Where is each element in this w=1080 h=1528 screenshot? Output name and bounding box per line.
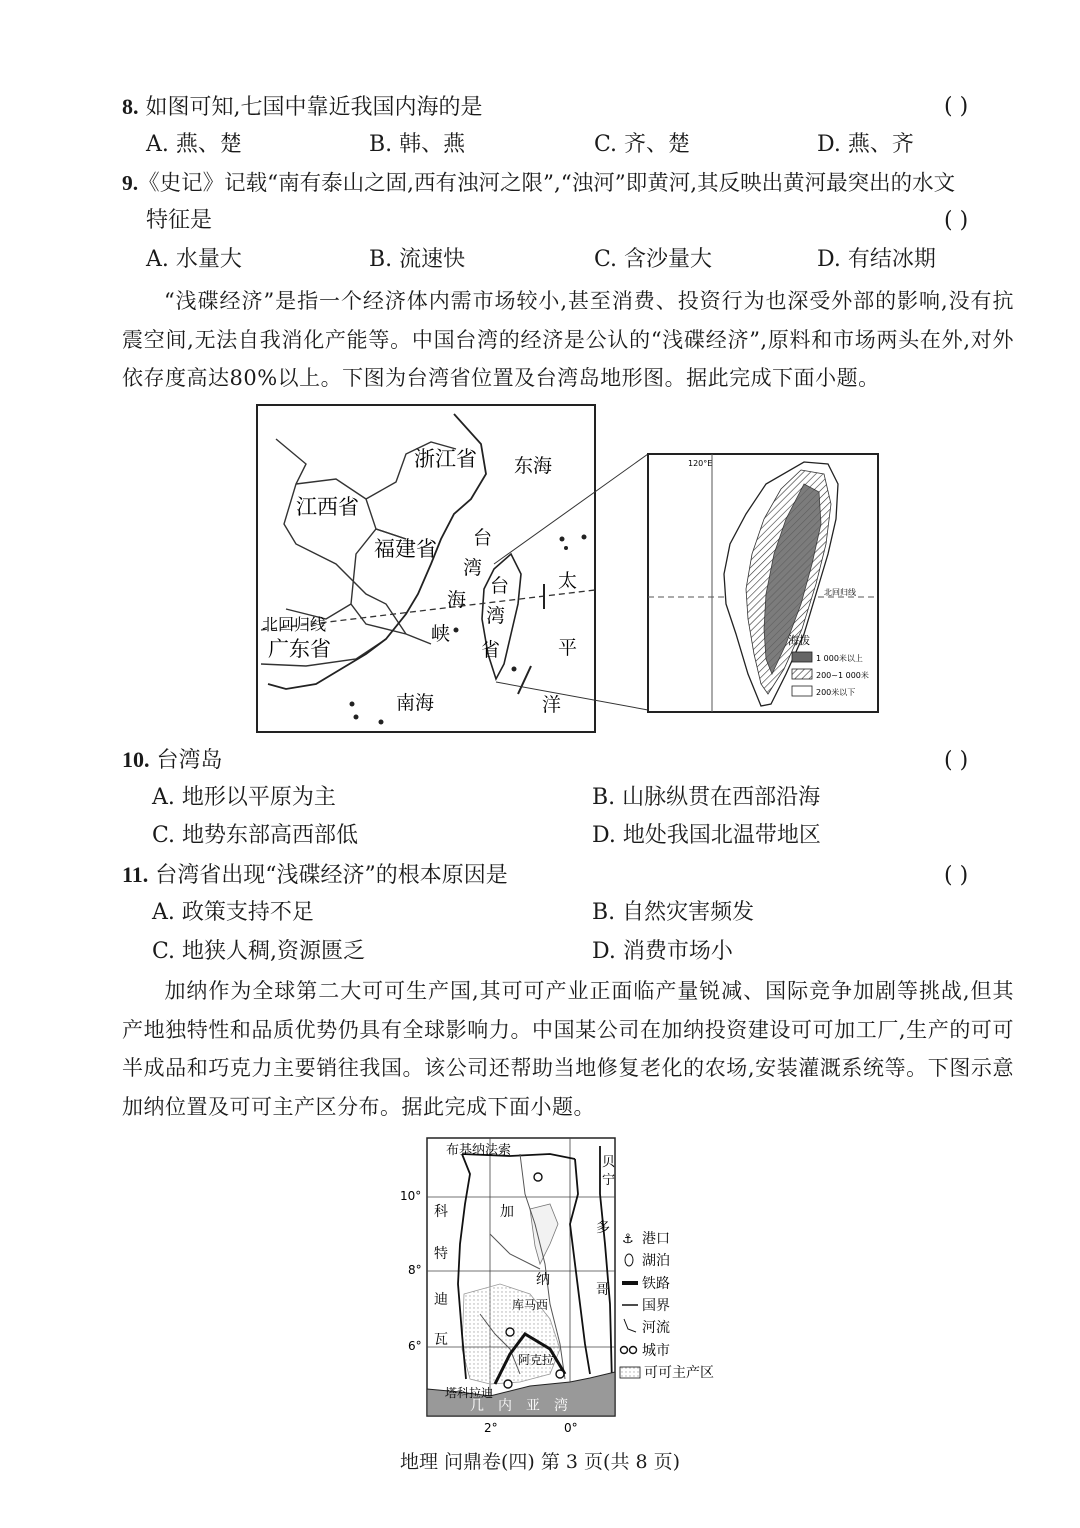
svg-text:可可主产区: 可可主产区 [644,1365,714,1381]
label-gulf: 几内亚湾 [470,1398,582,1414]
svg-text:10°: 10° [400,1189,422,1203]
svg-text:洋: 洋 [542,694,562,716]
svg-text:0°: 0° [564,1421,578,1435]
svg-text:1 000米以上: 1 000米以上 [816,654,863,663]
label-kumasi: 库马西 [512,1298,549,1312]
label-tropic: 北回归线 [262,615,327,634]
passage-1 [122,282,1014,398]
q11-answer-paren[interactable]: ( ) [944,863,969,888]
q9-option-c[interactable]: C. 含沙量大 [594,247,713,272]
cocoa-region-icon [620,1367,640,1378]
lat-labels [400,1189,422,1353]
q10-stem [122,745,223,776]
passage-2-text: 加纳作为全球第二大可可生产国,其可可产业正面临产量锐减、国际竞争加剧等挑战,但其产地独特性和品质优势仍具有全球影响力。中国某公司在加纳投资建设可可加工厂,生产的可可半成品和巧克力主要销往我国。该公司还帮助当地修复老化的农场,安装灌溉系统等。下图示意加纳位置及可可主产区分布。据此完成下面小题。 [122,979,1014,1119]
svg-text:铁路: 铁路 [642,1276,670,1292]
q10-answer-paren[interactable]: ( ) [944,748,969,773]
svg-text:台: 台 [473,527,493,549]
map2-legend [620,1231,714,1381]
svg-text:多: 多 [596,1220,610,1236]
q10-option-b[interactable]: B. 山脉纵贯在西部沿海 [592,785,821,810]
q9-stem [122,168,955,199]
passage-1-text: “浅碟经济”是指一个经济体内需市场较小,甚至消费、投资行为也深受外部的影响,没有抗震空间,无法自我消化产能等。中国台湾的经济是公认的“浅碟经济”,原料和市场两头在外,对外依存度高达80%以上。下图为台湾省位置及台湾岛地形图。据此完成下面小题。 [122,289,1014,390]
svg-text:湾: 湾 [463,557,483,579]
svg-text:平: 平 [558,637,578,659]
label-burkina: 布基纳法索 [446,1143,512,1158]
label-jiangxi: 江西省 [296,495,359,519]
city-icon [621,1347,628,1354]
lon-labels [484,1421,578,1435]
q11-option-a[interactable]: A. 政策支持不足 [152,900,314,925]
svg-text:国界: 国界 [642,1298,670,1314]
svg-text:台: 台 [490,575,510,597]
q11-number: 11. [122,862,149,887]
label-zhejiang: 浙江省 [414,447,477,471]
q11-text: 台湾省出现“浅碟经济”的根本原因是 [155,863,508,888]
label-donghai: 东海 [514,455,553,477]
svg-text:港口: 港口 [642,1231,670,1247]
label-accra: 阿克拉 [518,1353,555,1367]
svg-text:2°: 2° [484,1421,498,1435]
taiwan-location-map [256,404,882,736]
svg-text:迪: 迪 [434,1292,448,1308]
inset-lon-label: 120°E [688,459,713,468]
q9-stem-2: 特征是 [146,208,213,233]
q11-option-b[interactable]: B. 自然灾害频发 [592,900,755,925]
svg-text:纳: 纳 [536,1272,550,1288]
label-takoradi: 塔科拉迪 [445,1386,494,1400]
ghana-cocoa-map [400,1134,760,1444]
q9-option-d[interactable]: D. 有结冰期 [817,247,936,272]
page-footer: 地理 问鼎卷(四) 第 3 页(共 8 页) [399,1451,681,1473]
svg-text:加: 加 [500,1204,514,1220]
svg-text:哥: 哥 [596,1282,610,1298]
q8-option-d[interactable]: D. 燕、齐 [817,132,914,157]
svg-text:贝: 贝 [602,1155,616,1170]
q9-answer-paren[interactable]: ( ) [944,208,969,233]
q10-option-a[interactable]: A. 地形以平原为主 [152,785,336,810]
q8-option-c[interactable]: C. 齐、楚 [594,132,691,157]
q9-option-a[interactable]: A. 水量大 [146,247,242,272]
q11-stem [122,860,508,891]
label-guangdong: 广东省 [268,637,331,661]
svg-text:瓦: 瓦 [434,1332,448,1348]
svg-text:宁: 宁 [602,1173,616,1188]
svg-text:省: 省 [481,639,501,661]
svg-text:海: 海 [447,589,467,611]
q10-text: 台湾岛 [156,748,223,773]
q8-option-b[interactable]: B. 韩、燕 [369,132,466,157]
q11-option-d[interactable]: D. 消费市场小 [592,939,733,964]
svg-text:湖泊: 湖泊 [642,1253,670,1269]
anchor-icon: ⚓ [622,1232,634,1247]
svg-text:科: 科 [434,1204,448,1220]
inset-legend-title: 海拔 [788,634,810,647]
q8-answer-paren[interactable]: ( ) [944,94,969,119]
svg-text:湾: 湾 [486,605,506,627]
q10-option-c[interactable]: C. 地势东部高西部低 [152,823,359,848]
svg-text:8°: 8° [408,1263,422,1277]
q8-text: 如图可知,七国中靠近我国内海的是 [145,95,483,120]
svg-text:太: 太 [558,570,578,592]
q8-option-a[interactable]: A. 燕、楚 [146,132,242,157]
svg-text:峡: 峡 [431,623,451,645]
label-nanhai: 南海 [396,692,435,714]
lake-icon [625,1254,633,1266]
svg-text:城市: 城市 [642,1343,670,1359]
svg-text:特: 特 [434,1246,448,1262]
q8-number: 8. [122,94,139,119]
svg-text:河流: 河流 [642,1320,670,1336]
q9-text: 《史记》记载“南有泰山之固,西有浊河之限”,“浊河”即黄河,其反映出黄河最突出的水文 [138,171,956,196]
q8-stem [122,92,483,123]
q9-number: 9. [122,171,139,195]
svg-text:200~1 000米: 200~1 000米 [816,671,869,680]
q9-option-b[interactable]: B. 流速快 [369,247,466,272]
label-fujian: 福建省 [374,537,437,561]
river-icon [624,1319,636,1332]
q10-option-d[interactable]: D. 地处我国北温带地区 [592,823,821,848]
inset-tropic-label: 北回归线 [824,588,856,597]
passage-2 [122,972,1014,1126]
svg-text:200米以下: 200米以下 [816,688,856,697]
q10-number: 10. [122,747,150,772]
svg-text:6°: 6° [408,1339,422,1353]
q11-option-c[interactable]: C. 地狭人稠,资源匮乏 [152,939,366,964]
